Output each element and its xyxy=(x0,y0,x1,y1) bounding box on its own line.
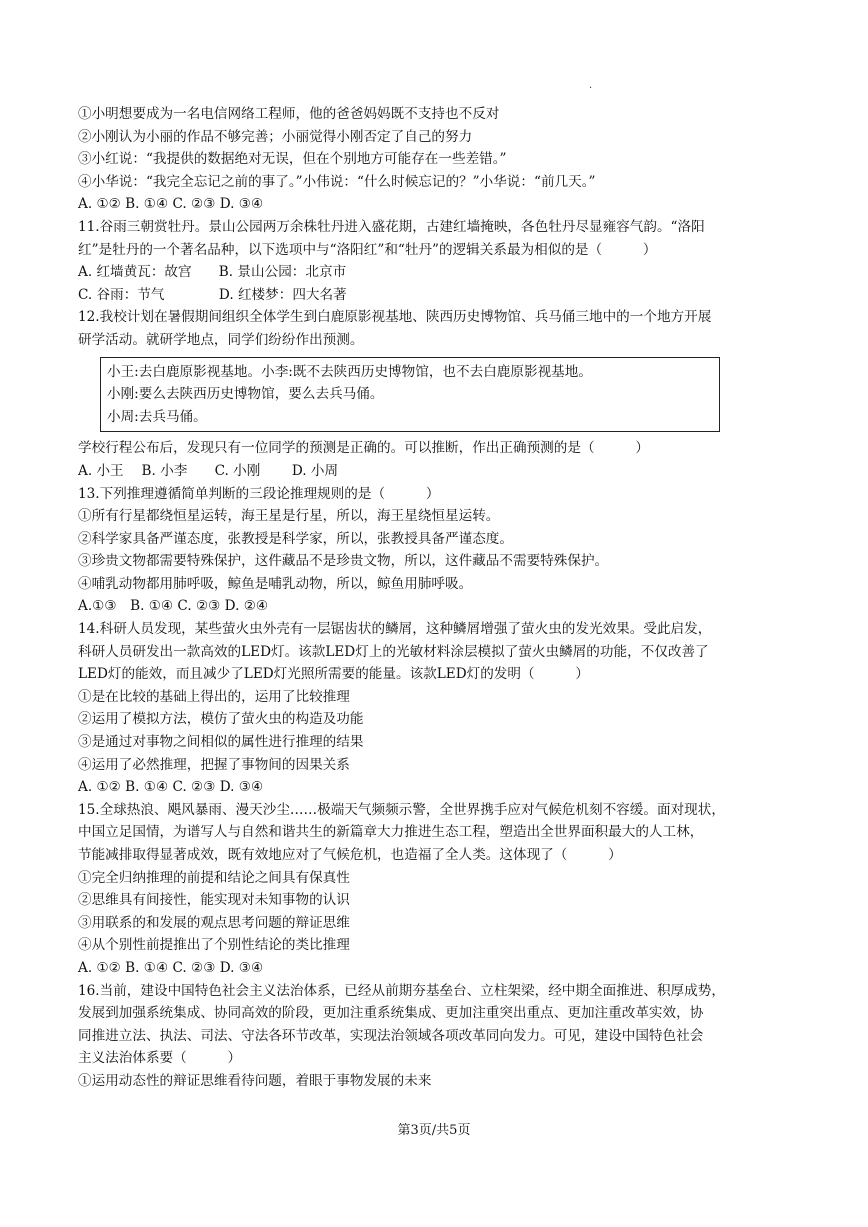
intro-options: A. ①② B. ①④ C. ②③ D. ③④ xyxy=(78,196,264,213)
q15-item: ④从个别性前提推出了个别性结论的类比推理 xyxy=(78,937,350,954)
q11-stem: 11.谷雨三朝赏牡丹。景山公园两万余株牡丹进入盛花期，古建红墙掩映，各色牡丹尽显雍容气韵。“洛阳 xyxy=(78,218,705,235)
q14-stem: 14.科研人员发现，某些萤火虫外壳有一层锯齿状的鳞屑，这种鳞屑增强了萤火虫的发光效果。受此启发， xyxy=(78,621,712,638)
intro-block xyxy=(78,103,790,216)
q15-stem: 中国立足国情，为谱写人与自然和谐共生的新篇章大力推进生态工程，塑造出全世界面积最大的人工林， xyxy=(78,824,704,841)
q13-options: A.①③ B. ①④ C. ②③ D. ②④ xyxy=(78,598,269,615)
q13-item: ③珍贵文物都需要特殊保护，这件藏品不是珍贵文物，所以，这件藏品不需要特殊保护。 xyxy=(78,553,609,570)
prediction-line: 小王:去白鹿原影视基地。小李:既不去陕西历史博物馆，也不去白鹿原影视基地。 xyxy=(107,363,592,380)
q14-stem: 科研人员研发出一款高效的LED灯。该款LED灯上的光敏材料涂层模拟了萤火虫鳞屑的功能，不仅改善了 xyxy=(78,643,709,660)
q11-options: C. 谷雨：节气 D. 红楼梦：四大名著 xyxy=(78,286,347,303)
intro-item: ②小刚认为小丽的作品不够完善；小丽觉得小刚否定了自己的努力 xyxy=(78,128,473,145)
q15-options: A. ①② B. ①④ C. ②③ D. ③④ xyxy=(78,959,264,976)
q15-item: ①完全归纳推理的前提和结论之间具有保真性 xyxy=(78,869,350,886)
question-11 xyxy=(78,216,790,306)
intro-item: ④小华说：“我完全忘记之前的事了。”小伟说：“什么时候忘记的？”小华说：“前几天。” xyxy=(78,173,596,190)
q11-options: A. 红墙黄瓦：故宫 B. 景山公园：北京市 xyxy=(78,264,347,281)
q14-options: A. ①② B. ①④ C. ②③ D. ③④ xyxy=(78,779,264,796)
q13-item: ①所有行星都绕恒星运转，海王星是行星，所以，海王星绕恒星运转。 xyxy=(78,508,500,525)
q15-item: ③用联系的和发展的观点思考问题的辩证思维 xyxy=(78,914,350,931)
question-16 xyxy=(78,980,790,1093)
prediction-line: 小周:去兵马俑。 xyxy=(107,408,207,425)
q16-stem: 16.当前，建设中国特色社会主义法治体系，已经从前期夯基垒台、立柱架梁，经中期全面推进、积厚成势， xyxy=(78,982,725,999)
question-content xyxy=(78,103,790,1093)
q16-stem: 同推进立法、执法、司法、守法各环节改革，实现法治领域各项改革同向发力。可见，建设中国特色社会 xyxy=(78,1027,704,1044)
q11-stem: 红”是牡丹的一个著名品种，以下选项中与“洛阳红”和“牡丹”的逻辑关系最为相似的是（ ） xyxy=(78,241,657,258)
q12-stem: 12.我校计划在暑假期间组织全体学生到白鹿原影视基地、陕西历史博物馆、兵马俑三地中的一个地方开展 xyxy=(78,309,712,326)
question-13 xyxy=(78,483,790,619)
prediction-line: 小刚:要么去陕西历史博物馆，要么去兵马俑。 xyxy=(107,386,384,403)
q13-item: ④哺乳动物都用肺呼吸，鲸鱼是哺乳动物，所以，鲸鱼用肺呼吸。 xyxy=(78,575,473,592)
question-14 xyxy=(78,618,790,799)
q15-item: ②思维具有间接性，能实现对未知事物的认识 xyxy=(78,892,350,909)
question-15 xyxy=(78,799,790,980)
q16-stem: 主义法治体系要（ ） xyxy=(78,1050,242,1067)
q14-item: ④运用了必然推理，把握了事物间的因果关系 xyxy=(78,756,350,773)
q12-options: A. 小王 B. 小李 C. 小刚 D. 小周 xyxy=(78,462,339,479)
q13-item: ②科学家具备严谨态度，张教授是科学家，所以，张教授具备严谨态度。 xyxy=(78,530,513,547)
q16-item: ①运用动态性的辩证思维看待问题，着眼于事物发展的未来 xyxy=(78,1072,432,1089)
q16-stem: 发展到加强系统集成、协同高效的阶段，更加注重系统集成、更加注重突出重点、更加注重改革实效，协 xyxy=(78,1005,704,1022)
top-mark: . xyxy=(589,80,593,91)
page-number-footer: 第3页/共5页 xyxy=(397,1123,471,1138)
q12-stem: 学校行程公布后，发现只有一位同学的预测是正确的。可以推断，作出正确预测的是（ ） xyxy=(78,440,649,457)
q14-item: ②运用了模拟方法，模仿了萤火虫的构造及功能 xyxy=(78,711,364,728)
q12-stem: 研学活动。就研学地点，同学们纷纷作出预测。 xyxy=(78,331,364,348)
intro-item: ③小红说：“我提供的数据绝对无误，但在个别地方可能存在一些差错。” xyxy=(78,151,507,168)
q15-stem: 15.全球热浪、飓风暴雨、漫天沙尘……极端天气频频示警，全世界携手应对气候危机刻不容缓。面对现状， xyxy=(78,801,725,818)
q12-prediction-box xyxy=(100,357,720,433)
q14-stem: LED灯的能效，而且减少了LED灯光照所需要的能量。该款LED灯的发明（ ） xyxy=(78,666,589,683)
question-12 xyxy=(78,306,790,482)
q13-stem: 13.下列推理遵循简单判断的三段论推理规则的是（ ） xyxy=(78,485,440,502)
q15-stem: 节能减排取得显著成效，既有效地应对了气候危机，也造福了全人类。这体现了（ ） xyxy=(78,847,622,863)
q14-item: ③是通过对事物之间相似的属性进行推理的结果 xyxy=(78,734,364,751)
q14-item: ①是在比较的基础上得出的，运用了比较推理 xyxy=(78,688,350,705)
intro-item: ①小明想要成为一名电信网络工程师，他的爸爸妈妈既不支持也不反对 xyxy=(78,106,500,122)
